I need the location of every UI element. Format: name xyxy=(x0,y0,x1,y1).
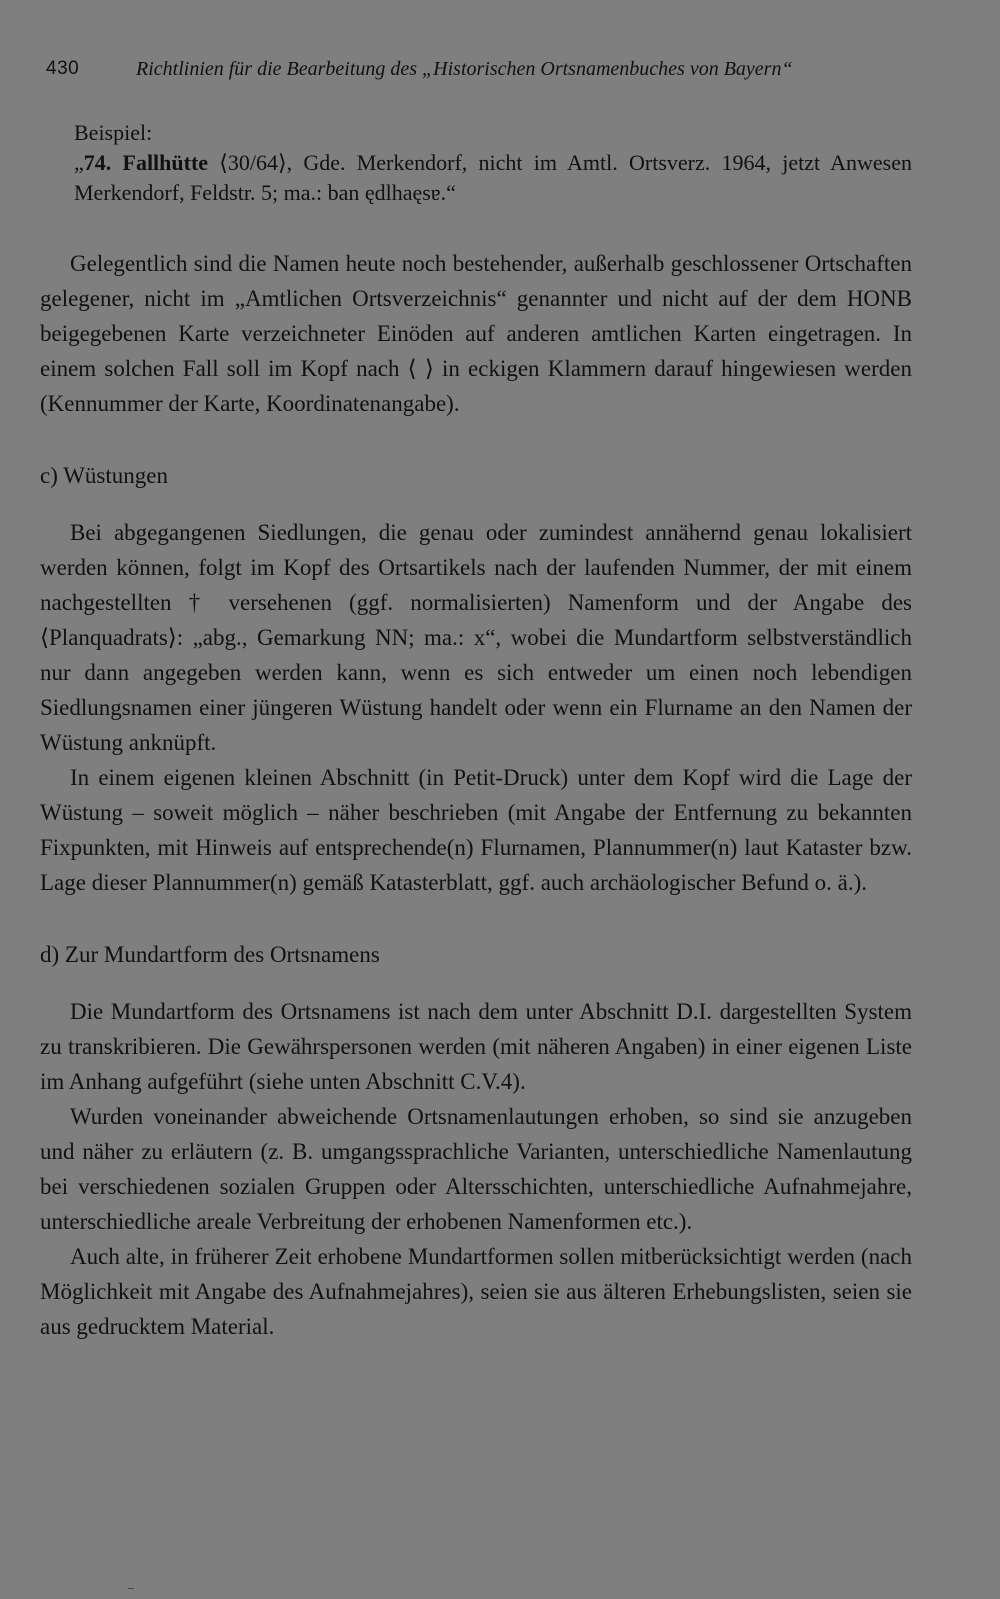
paragraph-wuestungen-2: In einem eigenen kleinen Abschnitt (in Petit-Druck) unter dem Kopf wird die Lage der Wüstung – soweit möglich – näher beschrieben (mit Angabe der Entfernung zu bekannten Fixpunkten, mit Hinweis auf entsprechende(n) Flurnamen, Plannummer(n) laut Kataster bzw. Lage dieser Plannummer(n) gemäß Katasterblatt, ggf. auch archäologischer Befund o. ä.). xyxy=(40,765,912,895)
body-text xyxy=(40,118,912,1344)
paragraph-mundart-1: Die Mundartform des Ortsnamens ist nach dem unter Abschnitt D.I. dargestellten System zu transkribieren. Die Gewährspersonen werden (mit näheren Angaben) in einer eigenen Liste im Anhang aufgeführt (siehe unten Abschnitt C.V.4). xyxy=(40,999,912,1094)
example-open-quote: „ xyxy=(74,150,84,175)
paragraph-mundart-2: Wurden voneinander abweichende Ortsnamenlautungen erhoben, so sind sie anzugeben und näher zu erläutern (z. B. umgangssprachliche Varianten, unterschiedliche Namenlautung bei verschiedenen sozialen Gruppen oder Altersschichten, unterschiedliche Aufnahmejahre, unterschiedliche areale Verbreitung der erhobenen Namenformen etc.). xyxy=(40,1104,912,1234)
section-heading-c: c) Wüstungen xyxy=(40,463,168,488)
example-entry-details: ⟨30/64⟩, Gde. Merkendorf, nicht im Amtl. Ortsverz. 1964, jetzt Anwesen Merkendorf, Feldstr. 5; ma.: ban ędlhaęsɐ.“ xyxy=(74,150,912,205)
paragraph-mundart-3: Auch alte, in früherer Zeit erhobene Mundartformen sollen mitberücksichtigt werden (nach Möglichkeit mit Angabe des Aufnahmejahres), seien sie aus älteren Erhebungslisten, seien sie aus gedrucktem Material. xyxy=(40,1244,912,1339)
example-label: Beispiel: xyxy=(74,120,153,145)
paragraph-einoeden: Gelegentlich sind die Namen heute noch bestehender, außerhalb geschlossener Ortschaften gelegener, nicht im „Amtlichen Ortsverzeichnis“ genannter und nicht auf der dem HONB beigegebenen Karte verzeichneter Einöden auf anderen amtlichen Karten eingetragen. In einem solchen Fall soll im Kopf nach ⟨ ⟩ in eckigen Klammern darauf hingewiesen werden (Kennummer der Karte, Koordinatenangabe). xyxy=(40,251,912,416)
example-entry-number-name: 74. Fallhütte xyxy=(83,150,209,175)
running-title: Richtlinien für die Bearbeitung des „Historischen Ortsnamenbuches von Bayern“ xyxy=(136,58,793,80)
page-number: 430 xyxy=(46,58,80,79)
spacer xyxy=(40,421,912,458)
page-header xyxy=(46,58,946,88)
spacer xyxy=(40,900,912,937)
example-entry xyxy=(40,148,912,208)
scan-speck xyxy=(128,1588,134,1589)
section-heading-d: d) Zur Mundartform des Ortsnamens xyxy=(40,942,380,967)
spacer xyxy=(40,972,912,994)
spacer xyxy=(40,493,912,515)
paragraph-wuestungen-1: Bei abgegangenen Siedlungen, die genau oder zumindest annähernd genau lokalisiert werden können, folgt im Kopf des Ortsartikels nach der laufenden Nummer, der mit einem nachgestellten † versehenen (ggf. normalisierten) Namenform und der Angabe des ⟨Planquadrats⟩: „abg., Gemarkung NN; ma.: x“, wobei die Mundartform selbstverständlich nur dann angegeben werden kann, wenn es sich entweder um einen noch lebendigen Siedlungsnamen einer jüngeren Wüstung handelt oder wenn ein Flurname an den Namen der Wüstung anknüpft. xyxy=(40,520,912,755)
